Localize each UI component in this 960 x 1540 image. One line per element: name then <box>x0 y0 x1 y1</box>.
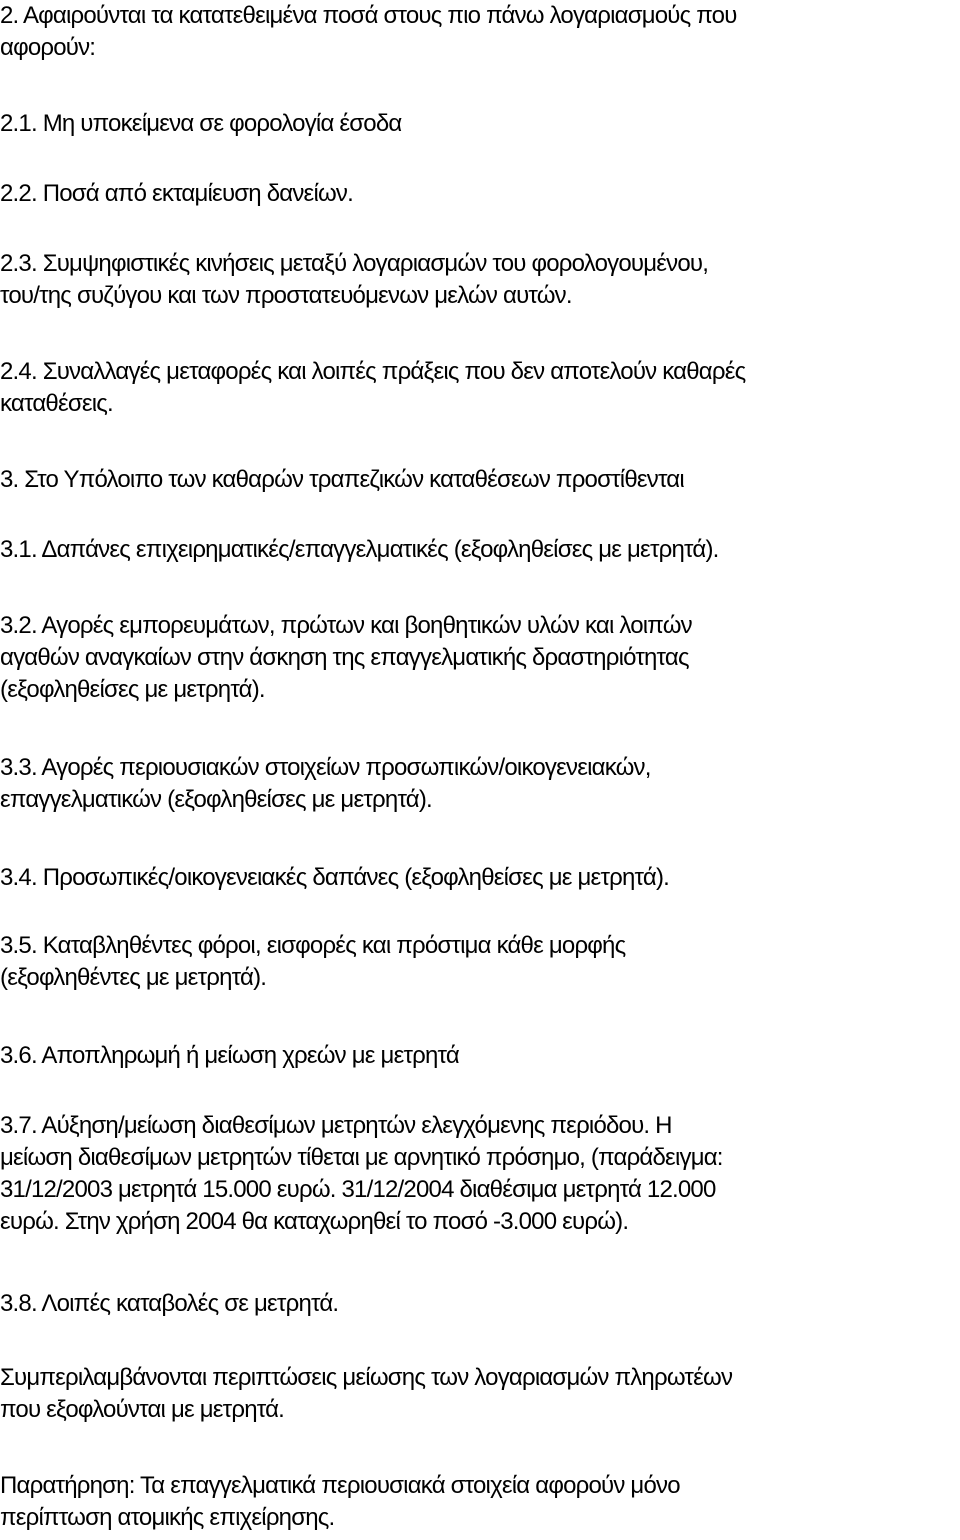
text-line: Συμπεριλαμβάνονται περιπτώσεις μείωσης των λογαριασμών πληρωτέων <box>0 1364 733 1391</box>
text-line: 3.8. Λοιπές καταβολές σε μετρητά. <box>0 1290 339 1317</box>
text-line: 3.4. Προσωπικές/οικογενειακές δαπάνες (εξοφληθείσες με μετρητά). <box>0 864 669 891</box>
paragraph-2-2 <box>0 178 958 210</box>
text-line: 31/12/2003 μετρητά 15.000 ευρώ. 31/12/2004 διαθέσιμα μετρητά 12.000 <box>0 1176 716 1203</box>
paragraph-2-4 <box>0 356 958 420</box>
text-line: 3.2. Αγορές εμπορευμάτων, πρώτων και βοηθητικών υλών και λοιπών <box>0 612 692 639</box>
text-line: καταθέσεις. <box>0 390 113 417</box>
paragraph-3-6 <box>0 1040 958 1072</box>
text-line: 3.3. Αγορές περιουσιακών στοιχείων προσωπικών/οικογενειακών, <box>0 754 651 781</box>
text-line: μείωση διαθεσίμων μετρητών τίθεται με αρνητικό πρόσημο, (παράδειγμα: <box>0 1144 723 1171</box>
paragraph-2 <box>0 0 958 64</box>
text-line: 3.6. Αποπληρωμή ή μείωση χρεών με μετρητά <box>0 1042 459 1069</box>
paragraph-2-1 <box>0 108 958 140</box>
paragraph-3-8 <box>0 1288 958 1320</box>
paragraph-3-1 <box>0 534 958 566</box>
text-line: 2.4. Συναλλαγές μεταφορές και λοιπές πράξεις που δεν αποτελούν καθαρές <box>0 358 746 385</box>
text-line: 2.1. Μη υποκείμενα σε φορολογία έσοδα <box>0 110 402 137</box>
paragraph-inclusion <box>0 1362 958 1426</box>
paragraph-3-7 <box>0 1110 958 1238</box>
text-line: 3.7. Αύξηση/μείωση διαθεσίμων μετρητών ελεγχόμενης περιόδου. Η <box>0 1112 672 1139</box>
paragraph-2-3 <box>0 248 958 312</box>
text-line: (εξοφληθείσες με μετρητά). <box>0 676 265 703</box>
text-line: 3. Στο Υπόλοιπο των καθαρών τραπεζικών καταθέσεων προστίθενται <box>0 466 684 493</box>
text-line: που εξοφλούνται με μετρητά. <box>0 1396 285 1423</box>
text-line: Παρατήρηση: Τα επαγγελματικά περιουσιακά στοιχεία αφορούν μόνο <box>0 1472 680 1499</box>
text-line: (εξοφληθέντες με μετρητά). <box>0 964 267 991</box>
paragraph-3-5 <box>0 930 958 994</box>
paragraph-3-4 <box>0 862 958 894</box>
text-line: 2.2. Ποσά από εκταμίευση δανείων. <box>0 180 353 207</box>
text-line: 3.5. Καταβληθέντες φόροι, εισφορές και πρόστιμα κάθε μορφής <box>0 932 626 959</box>
paragraph-note <box>0 1470 958 1534</box>
text-line: του/της συζύγου και των προστατευόμενων μελών αυτών. <box>0 282 572 309</box>
text-line: 2.3. Συμψηφιστικές κινήσεις μεταξύ λογαριασμών του φορολογουμένου, <box>0 250 709 277</box>
text-line: 3.1. Δαπάνες επιχειρηματικές/επαγγελματικές (εξοφληθείσες με μετρητά). <box>0 536 719 563</box>
text-line: αγαθών αναγκαίων στην άσκηση της επαγγελματικής δραστηριότητας <box>0 644 689 671</box>
text-line: επαγγελματικών (εξοφληθείσες με μετρητά). <box>0 786 432 813</box>
text-line: περίπτωση ατομικής επιχείρησης. <box>0 1504 335 1531</box>
paragraph-3-3 <box>0 752 958 816</box>
text-line: 2. Αφαιρούνται τα κατατεθειμένα ποσά στους πιο πάνω λογαριασμούς που <box>0 2 737 29</box>
text-line: αφορούν: <box>0 34 96 61</box>
text-line: ευρώ. Στην χρήση 2004 θα καταχωρηθεί το ποσό -3.000 ευρώ). <box>0 1208 629 1235</box>
paragraph-3 <box>0 464 958 496</box>
paragraph-3-2 <box>0 610 958 706</box>
